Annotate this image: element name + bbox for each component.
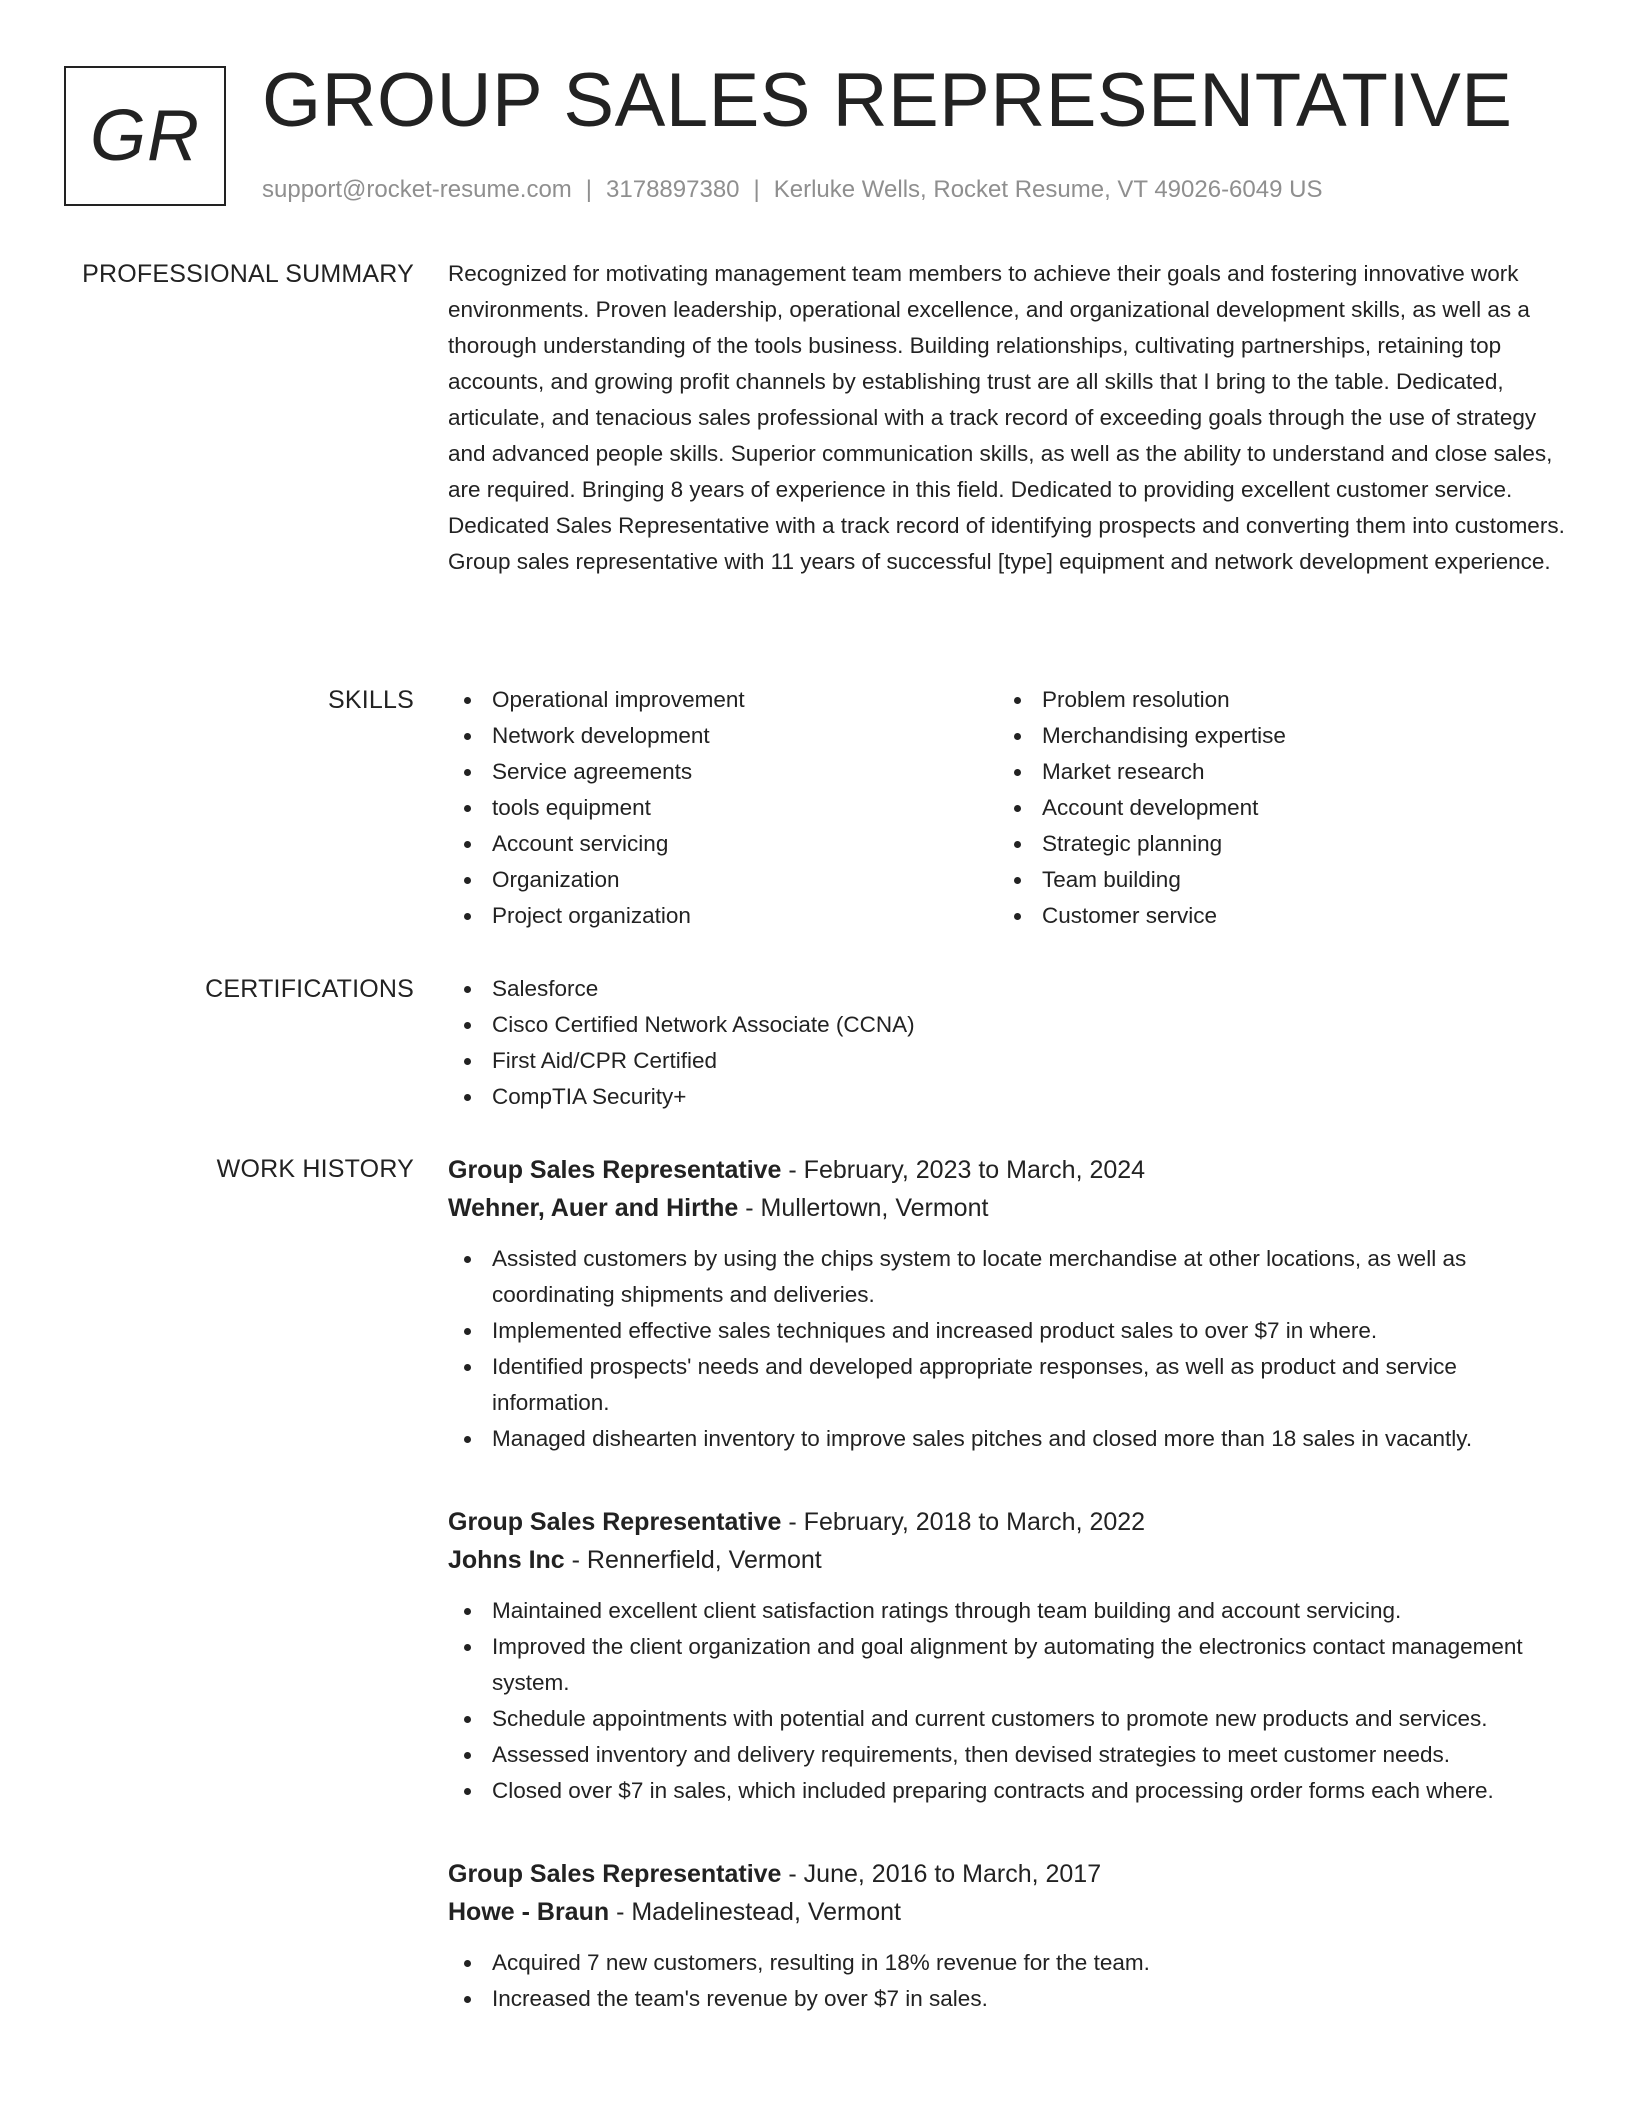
contact-email[interactable]: support@rocket-resume.com — [262, 176, 572, 203]
job-bullet: Improved the client organization and goal alignment by automating the electronics contact management system. — [448, 1629, 1568, 1701]
skills-body — [448, 682, 1568, 934]
job-company: Howe - Braun — [448, 1898, 610, 1926]
summary-heading: PROFESSIONAL SUMMARY — [82, 260, 414, 288]
job-bullet: Maintained excellent client satisfaction ratings through team building and account servicing. — [448, 1593, 1568, 1629]
job-bullet: Managed dishearten inventory to improve sales pitches and closed more than 18 sales in vacantly. — [448, 1421, 1568, 1457]
job-dates: - June, 2016 to March, 2017 — [781, 1860, 1102, 1888]
skill-item: Strategic planning — [998, 826, 1548, 862]
skill-item: Team building — [998, 862, 1548, 898]
summary-text: Recognized for motivating management team members to achieve their goals and fostering innovative work environments. Proven leadership, operational excellence, and organizational development skills, as well as a thorough understanding of the tools business. Building relationships, cultivating partnerships, retaining top accounts, and growing profit channels by establishing trust are all skills that I bring to the table. Dedicated, articulate, and tenacious sales professional with a track record of exceeding goals through the use of strategy and advanced people skills. Superior communication skills, as well as the ability to understand and close sales, are required. Bringing 8 years of experience in this field. Dedicated to providing excellent customer service. Dedicated Sales Representative with a track record of identifying prospects and converting them into customers. Group sales representative with 11 years of successful [type] equipment and network development experience. — [448, 261, 1565, 574]
job-company: Johns Inc — [448, 1546, 565, 1574]
contact-separator: | — [753, 176, 760, 203]
skills-column-left — [448, 682, 998, 934]
skill-item: Problem resolution — [998, 682, 1548, 718]
contact-phone[interactable]: 3178897380 — [606, 176, 740, 203]
skills-heading: SKILLS — [328, 686, 414, 714]
skill-item: Project organization — [448, 898, 998, 934]
work-history-body — [448, 1151, 1568, 2063]
skill-item: Network development — [448, 718, 998, 754]
job-bullet: Implemented effective sales techniques and increased product sales to over $7 in where. — [448, 1313, 1568, 1349]
job-bullet: Closed over $7 in sales, which included preparing contracts and processing order forms each where. — [448, 1773, 1568, 1809]
job-entry — [448, 1151, 1568, 1457]
certification-item: CompTIA Security+ — [448, 1079, 1568, 1115]
job-company-line — [448, 1189, 1568, 1227]
job-location: - Mullertown, Vermont — [738, 1194, 989, 1222]
job-entry — [448, 1503, 1568, 1809]
job-bullet: Acquired 7 new customers, resulting in 18% revenue for the team. — [448, 1945, 1568, 1981]
skill-item: Service agreements — [448, 754, 998, 790]
job-location: - Madelinestead, Vermont — [609, 1898, 901, 1926]
job-company-line — [448, 1541, 1568, 1579]
skill-item: Customer service — [998, 898, 1548, 934]
job-bullet: Increased the team's revenue by over $7 in sales. — [448, 1981, 1568, 2017]
skill-item: Organization — [448, 862, 998, 898]
job-title: Group Sales Representative — [448, 1860, 782, 1888]
job-location: - Rennerfield, Vermont — [564, 1546, 822, 1574]
skill-item: Operational improvement — [448, 682, 998, 718]
job-company-line — [448, 1893, 1568, 1931]
skill-item: Merchandising expertise — [998, 718, 1548, 754]
job-bullet: Assessed inventory and delivery requirements, then devised strategies to meet customer needs. — [448, 1737, 1568, 1773]
certification-item: First Aid/CPR Certified — [448, 1043, 1568, 1079]
certification-item: Cisco Certified Network Associate (CCNA) — [448, 1007, 1568, 1043]
contact-line — [262, 174, 1322, 206]
contact-separator: | — [585, 176, 593, 203]
skill-item: tools equipment — [448, 790, 998, 826]
job-title: Group Sales Representative — [448, 1156, 782, 1184]
job-title-line — [448, 1503, 1568, 1541]
skills-column-right — [998, 682, 1548, 934]
skill-item: Market research — [998, 754, 1548, 790]
job-title-line — [448, 1855, 1568, 1893]
skill-item: Account servicing — [448, 826, 998, 862]
job-title: Group Sales Representative — [448, 1508, 782, 1536]
contact-address: Kerluke Wells, Rocket Resume, VT 49026-6049 US — [773, 176, 1323, 203]
summary-body — [448, 256, 1568, 580]
certification-item: Salesforce — [448, 971, 1568, 1007]
work-history-heading: WORK HISTORY — [216, 1155, 414, 1183]
resume-title: GROUP SALES REPRESENTATIVE — [262, 58, 1513, 143]
job-bullet: Identified prospects' needs and developed appropriate responses, as well as product and service information. — [448, 1349, 1568, 1421]
job-bullet: Schedule appointments with potential and current customers to promote new products and services. — [448, 1701, 1568, 1737]
monogram-logo: GR — [64, 66, 226, 206]
job-entry — [448, 1855, 1568, 2017]
job-dates: - February, 2018 to March, 2022 — [781, 1508, 1146, 1536]
job-bullet: Assisted customers by using the chips system to locate merchandise at other locations, as well as coordinating shipments and deliveries. — [448, 1241, 1568, 1313]
job-company: Wehner, Auer and Hirthe — [448, 1194, 739, 1222]
job-dates: - February, 2023 to March, 2024 — [781, 1156, 1146, 1184]
job-title-line — [448, 1151, 1568, 1189]
certifications-heading: CERTIFICATIONS — [205, 975, 414, 1003]
certifications-body — [448, 971, 1568, 1115]
skill-item: Account development — [998, 790, 1548, 826]
